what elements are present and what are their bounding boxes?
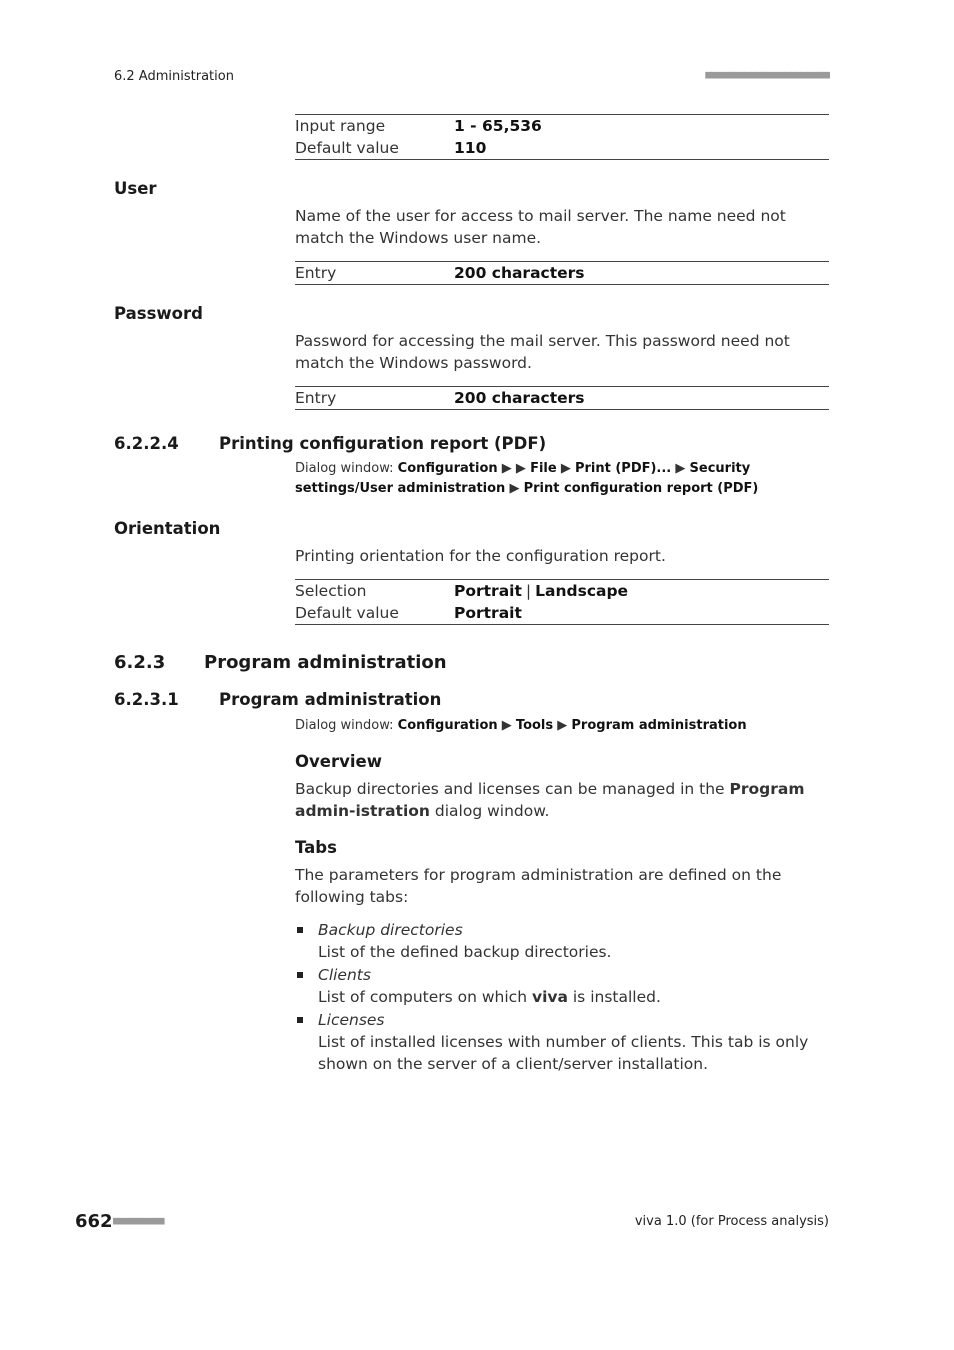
param-user-description: Name of the user for access to mail server. The name need not match the Windows user name.	[295, 207, 786, 247]
arrow-right-icon: ▶	[560, 461, 571, 476]
section-6231-title: Program administration	[219, 690, 442, 709]
port-parameter-table	[295, 114, 829, 160]
user-entry-table	[295, 261, 829, 285]
table-row: Selection Portrait | Landscape	[295, 582, 629, 600]
arrow-right-icon: ▶	[557, 718, 568, 733]
orientation-table	[295, 579, 829, 625]
footer-product: viva 1.0 (for Process analysis)	[634, 1214, 829, 1229]
footer-dots: ■■■■■■■■■	[113, 1214, 164, 1227]
table-row: Entry 200 characters	[295, 264, 585, 282]
param-password-description: Password for accessing the mail server. This password need not match the Windows password.	[295, 332, 790, 372]
param-password-label: Password	[114, 304, 203, 323]
overview-heading: Overview	[295, 752, 382, 771]
table-row: Default value Portrait	[295, 604, 522, 622]
running-header-section: 6.2 Administration	[114, 69, 234, 84]
table-row: Entry 200 characters	[295, 389, 585, 407]
table-row: Input range 1 - 65,536	[295, 117, 542, 135]
page-number: 662	[75, 1211, 113, 1232]
arrow-right-icon: ▶	[515, 461, 526, 476]
table-row: Default value 110	[295, 139, 487, 157]
section-6224-number: 6.2.2.4	[114, 434, 179, 453]
arrow-right-icon: ▶	[675, 461, 686, 476]
section-623-title: Program administration	[204, 652, 447, 673]
dialog-path-6224: Dialog window: Configuration ▶ ▶ File ▶ Print (PDF)... ▶ Security settings/User administration ▶ Print configuration report (PDF)	[295, 461, 759, 496]
section-623-number: 6.2.3	[114, 652, 166, 673]
bullet-square-icon	[297, 927, 303, 933]
bullet-square-icon	[297, 1017, 303, 1023]
tabs-intro: The parameters for program administration are defined on the following tabs:	[295, 866, 782, 906]
tabs-heading: Tabs	[295, 838, 337, 857]
bullet-square-icon	[297, 972, 303, 978]
header-dots: ■■■■■■■■■■■■■■■■■■■■■■	[705, 68, 829, 81]
param-orientation-description: Printing orientation for the configuration report.	[295, 547, 666, 565]
arrow-right-icon: ▶	[501, 718, 512, 733]
password-entry-table	[295, 386, 829, 410]
dialog-path-6231: Dialog window: Configuration ▶ Tools ▶ Program administration	[295, 718, 747, 733]
arrow-right-icon: ▶	[501, 461, 512, 476]
param-orientation-label: Orientation	[114, 519, 221, 538]
arrow-right-icon: ▶	[509, 481, 520, 496]
param-user-label: User	[114, 179, 157, 198]
section-6224-title: Printing configuration report (PDF)	[219, 434, 547, 453]
overview-text: Backup directories and licenses can be managed in the Program admin-istration dialog window.	[295, 780, 805, 820]
section-6231-number: 6.2.3.1	[114, 690, 179, 709]
